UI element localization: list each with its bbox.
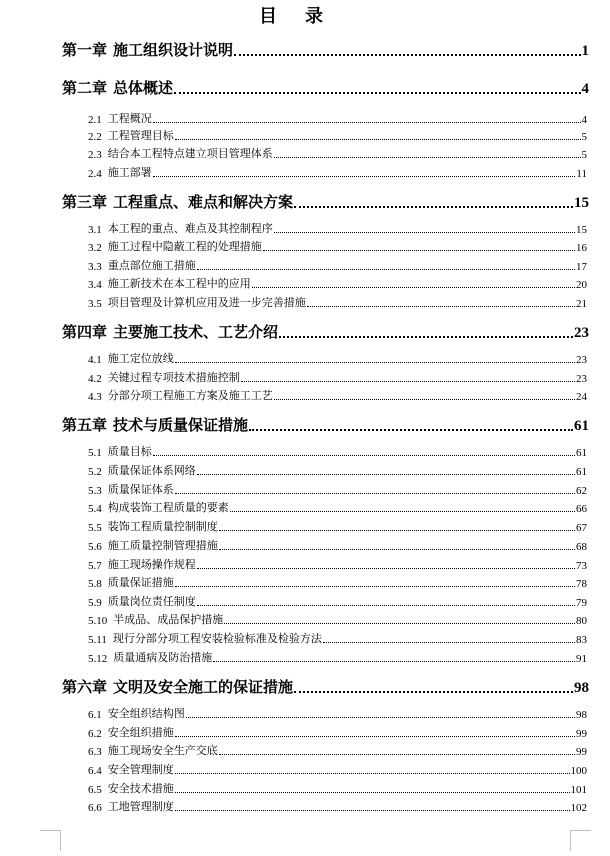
- entry-label: 安全技术措施: [107, 782, 174, 795]
- toc-section-entry[interactable]: [88, 780, 587, 796]
- entry-number: 2.3: [88, 149, 102, 161]
- entry-page-number: 91: [576, 653, 587, 665]
- dot-leader: [294, 690, 573, 693]
- dot-leader: [175, 735, 575, 737]
- entry-number: 2.2: [88, 131, 102, 143]
- dot-leader: [219, 753, 575, 755]
- entry-page-number: 24: [576, 391, 587, 403]
- dot-leader: [197, 567, 575, 569]
- entry-number: 5.8: [88, 578, 102, 590]
- entry-label: 质量岗位责任制度: [107, 595, 196, 608]
- dot-leader: [153, 454, 575, 456]
- entry-page-number: 68: [576, 541, 587, 553]
- entry-page-number: 4: [581, 81, 589, 97]
- entry-page-number: 73: [576, 560, 587, 572]
- entry-page-number: 80: [576, 615, 587, 627]
- entry-label: 工地管理制度: [107, 800, 174, 813]
- dot-leader: [197, 473, 575, 475]
- dot-leader: [197, 604, 575, 606]
- entry-number: 5.2: [88, 466, 102, 478]
- entry-number: 第四章: [62, 325, 108, 341]
- entry-number: 3.1: [88, 224, 102, 236]
- entry-label: 项目管理及计算机应用及进一步完善措施: [107, 296, 306, 309]
- dot-leader: [323, 641, 575, 643]
- page-corner-mark-right: [570, 830, 591, 851]
- entry-label: 现行分部分项工程安装检验标准及检验方法: [112, 632, 322, 645]
- entry-number: 2.4: [88, 168, 102, 180]
- toc-section-entry[interactable]: [88, 110, 587, 126]
- dot-leader: [175, 492, 575, 494]
- entry-number: 第六章: [62, 680, 108, 696]
- dot-leader: [153, 175, 576, 177]
- entry-number: 5.4: [88, 503, 102, 515]
- entry-number: 5.11: [88, 634, 107, 646]
- toc-section-entry[interactable]: [88, 798, 587, 814]
- toc-chapter-entry[interactable]: [62, 76, 589, 98]
- toc-section-entry[interactable]: [88, 761, 587, 777]
- entry-number: 5.5: [88, 522, 102, 534]
- entry-number: 6.6: [88, 802, 102, 814]
- entry-page-number: 5: [581, 149, 587, 161]
- toc-section-entry[interactable]: [88, 742, 587, 758]
- entry-number: 5.10: [88, 615, 108, 627]
- entry-page-number: 5: [581, 131, 587, 143]
- entry-number: 6.2: [88, 728, 102, 740]
- dot-leader: [153, 121, 581, 123]
- entry-page-number: 101: [570, 784, 587, 796]
- entry-label: 质量保证体系: [107, 483, 174, 496]
- dot-leader: [307, 305, 575, 307]
- entry-label: 重点部位施工措施: [107, 259, 196, 272]
- entry-label: 技术与质量保证措施: [113, 416, 249, 434]
- dot-leader: [175, 585, 575, 587]
- entry-label: 安全管理制度: [107, 763, 174, 776]
- toc-chapter-entry[interactable]: [62, 675, 589, 697]
- dot-leader: [175, 809, 570, 811]
- entry-page-number: 61: [576, 466, 587, 478]
- dot-leader: [219, 548, 575, 550]
- toc-chapter-entry[interactable]: [62, 38, 589, 60]
- toc-section-entry[interactable]: [88, 238, 587, 254]
- entry-page-number: 16: [576, 242, 587, 254]
- dot-leader: [230, 510, 575, 512]
- dot-leader: [274, 398, 575, 400]
- toc-section-entry[interactable]: [88, 369, 587, 385]
- entry-page-number: 23: [574, 325, 589, 341]
- entry-label: 施工现场安全生产交底: [107, 744, 218, 757]
- entry-label: 关键过程专项技术措施控制: [107, 371, 240, 384]
- entry-number: 6.1: [88, 709, 102, 721]
- dot-leader: [219, 529, 575, 531]
- dot-leader: [263, 249, 575, 251]
- entry-number: 4.1: [88, 354, 102, 366]
- toc-section-entry[interactable]: [88, 499, 587, 515]
- toc-chapter-entry[interactable]: [62, 413, 589, 435]
- toc-chapter-entry[interactable]: [62, 190, 589, 212]
- toc-section-entry[interactable]: [88, 145, 587, 161]
- entry-page-number: 20: [576, 279, 587, 291]
- toc-section-entry[interactable]: [88, 611, 587, 627]
- dot-leader: [274, 156, 581, 158]
- toc-section-entry[interactable]: [88, 443, 587, 459]
- entry-number: 5.7: [88, 560, 102, 572]
- entry-page-number: 98: [576, 709, 587, 721]
- entry-label: 工程重点、难点和解决方案: [113, 193, 294, 211]
- toc-section-entry[interactable]: [88, 387, 587, 403]
- entry-page-number: 15: [574, 195, 589, 211]
- entry-label: 半成品、成品保护措施: [113, 613, 224, 626]
- toc-section-entry[interactable]: [88, 593, 587, 609]
- entry-number: 6.4: [88, 765, 102, 777]
- dot-leader: [186, 716, 575, 718]
- entry-label: 施工过程中隐蔽工程的处理措施: [107, 240, 262, 253]
- dot-leader: [274, 231, 575, 233]
- dot-leader: [197, 268, 575, 270]
- entry-number: 第三章: [62, 195, 108, 211]
- entry-number: 5.6: [88, 541, 102, 553]
- entry-label: 工程概况: [107, 112, 152, 125]
- entry-page-number: 102: [570, 802, 587, 814]
- entry-label: 分部分项工程施工方案及施工工艺: [107, 389, 273, 402]
- entry-page-number: 11: [576, 168, 587, 180]
- entry-number: 2.1: [88, 114, 102, 126]
- page-corner-mark-left: [40, 830, 61, 851]
- entry-label: 主要施工技术、工艺介绍: [113, 323, 279, 341]
- entry-label: 施工定位放线: [107, 352, 174, 365]
- entry-label: 施工组织设计说明: [113, 41, 234, 59]
- entry-page-number: 66: [576, 503, 587, 515]
- entry-page-number: 1: [581, 43, 589, 59]
- entry-number: 3.5: [88, 298, 102, 310]
- dot-leader: [175, 361, 575, 363]
- entry-page-number: 100: [570, 765, 587, 777]
- entry-label: 质量目标: [107, 445, 152, 458]
- entry-label: 文明及安全施工的保证措施: [113, 678, 294, 696]
- entry-label: 质量通病及防治措施: [113, 651, 213, 664]
- entry-page-number: 4: [581, 114, 587, 126]
- toc-section-entry[interactable]: [88, 556, 587, 572]
- toc-section-entry[interactable]: [88, 164, 587, 180]
- toc-section-entry[interactable]: [88, 462, 587, 478]
- entry-page-number: 83: [576, 634, 587, 646]
- toc-section-entry[interactable]: [88, 275, 587, 291]
- toc-section-entry[interactable]: [88, 294, 587, 310]
- toc-section-entry[interactable]: [88, 537, 587, 553]
- toc-section-entry[interactable]: [88, 481, 587, 497]
- toc-chapter-entry[interactable]: [62, 320, 589, 342]
- entry-number: 3.3: [88, 261, 102, 273]
- entry-page-number: 79: [576, 597, 587, 609]
- entry-label: 工程管理目标: [107, 129, 174, 142]
- toc-section-entry[interactable]: [88, 649, 587, 665]
- entry-label: 施工新技术在本工程中的应用: [107, 277, 251, 290]
- toc-section-entry[interactable]: [88, 630, 587, 646]
- entry-label: 质量保证措施: [107, 576, 174, 589]
- entry-number: 6.3: [88, 746, 102, 758]
- dot-leader: [294, 205, 573, 208]
- dot-leader: [249, 428, 573, 431]
- entry-page-number: 23: [576, 354, 587, 366]
- entry-label: 施工现场操作规程: [107, 558, 196, 571]
- entry-page-number: 15: [576, 224, 587, 236]
- entry-page-number: 99: [576, 728, 587, 740]
- dot-leader: [234, 53, 580, 56]
- entry-number: 4.3: [88, 391, 102, 403]
- toc-section-entry[interactable]: [88, 257, 587, 273]
- entry-number: 5.12: [88, 653, 108, 665]
- dot-leader: [252, 286, 575, 288]
- toc-section-entry[interactable]: [88, 705, 587, 721]
- dot-leader: [213, 660, 575, 662]
- entry-label: 施工部署: [107, 166, 152, 179]
- dot-leader: [224, 622, 575, 624]
- entry-number: 第五章: [62, 418, 108, 434]
- entry-label: 质量保证体系网络: [107, 464, 196, 477]
- entry-page-number: 61: [576, 447, 587, 459]
- entry-label: 总体概述: [113, 79, 174, 97]
- dot-leader: [241, 380, 575, 382]
- entry-page-number: 61: [574, 418, 589, 434]
- toc-section-entry[interactable]: [88, 350, 587, 366]
- toc-section-entry[interactable]: [88, 724, 587, 740]
- entry-number: 4.2: [88, 373, 102, 385]
- entry-label: 安全组织结构图: [107, 707, 185, 720]
- entry-number: 6.5: [88, 784, 102, 796]
- entry-page-number: 67: [576, 522, 587, 534]
- toc-section-entry[interactable]: [88, 574, 587, 590]
- toc-title: 目录: [259, 6, 351, 27]
- entry-number: 3.2: [88, 242, 102, 254]
- entry-page-number: 17: [576, 261, 587, 273]
- entry-label: 安全组织措施: [107, 726, 174, 739]
- dot-leader: [175, 772, 570, 774]
- dot-leader: [175, 791, 570, 793]
- entry-number: 5.9: [88, 597, 102, 609]
- entry-page-number: 99: [576, 746, 587, 758]
- dot-leader: [279, 335, 573, 338]
- entry-page-number: 78: [576, 578, 587, 590]
- dot-leader: [175, 138, 581, 140]
- entry-label: 结合本工程特点建立项目管理体系: [107, 147, 273, 160]
- entry-page-number: 98: [574, 680, 589, 696]
- entry-label: 构成装饰工程质量的要素: [107, 501, 229, 514]
- entry-number: 第一章: [62, 43, 108, 59]
- entry-page-number: 21: [576, 298, 587, 310]
- toc-section-entry[interactable]: [88, 518, 587, 534]
- entry-number: 3.4: [88, 279, 102, 291]
- entry-page-number: 23: [576, 373, 587, 385]
- entry-number: 第二章: [62, 81, 108, 97]
- entry-label: 装饰工程质量控制制度: [107, 520, 218, 533]
- entry-page-number: 62: [576, 485, 587, 497]
- entry-number: 5.1: [88, 447, 102, 459]
- toc-section-entry[interactable]: [88, 127, 587, 143]
- entry-label: 施工质量控制管理措施: [107, 539, 218, 552]
- toc-section-entry[interactable]: [88, 220, 587, 236]
- entry-label: 本工程的重点、难点及其控制程序: [107, 222, 273, 235]
- dot-leader: [174, 91, 580, 94]
- entry-number: 5.3: [88, 485, 102, 497]
